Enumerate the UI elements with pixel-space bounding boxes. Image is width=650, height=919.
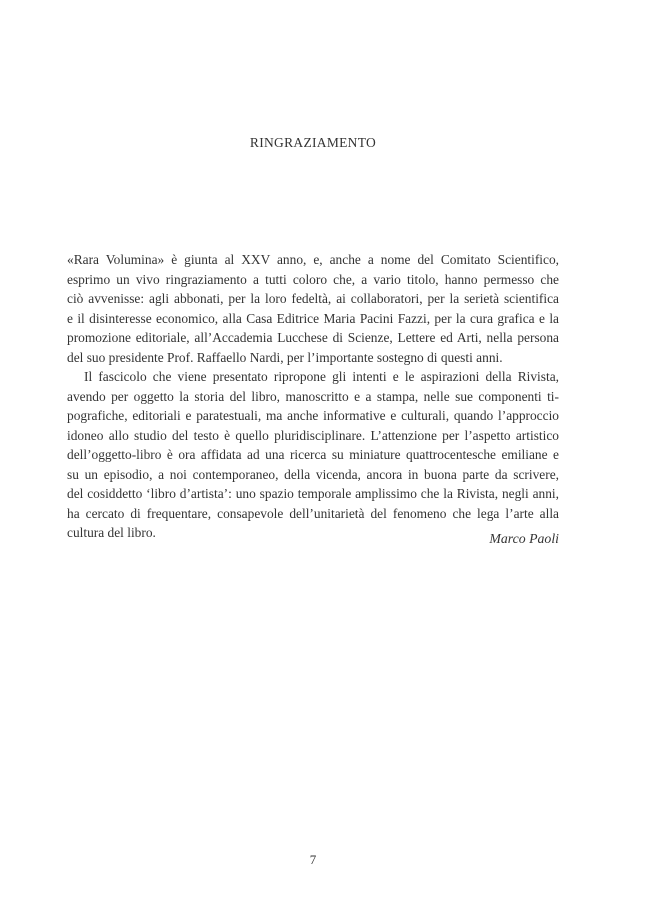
page-title: RINGRAZIAMENTO — [249, 135, 377, 150]
text-line: «Rara Volumina» è giunta al XXV anno, e, anche a nome del Comitato Scientifico, — [67, 252, 559, 267]
text-line: del cosiddetto ‘libro d’artista’: uno spazio temporale amplissimo che la Rivista, negli anni, — [67, 486, 559, 501]
text-line: ciò avvenisse: agli abbonati, per la loro fedeltà, ai collaboratori, per la serietà scientifica — [67, 291, 559, 306]
paragraph-acknowledgement — [67, 250, 559, 367]
text-line: su un episodio, a noi contemporaneo, della vicenda, ancora in buona parte da scrivere, — [67, 466, 559, 482]
text-line: promozione editoriale, all’Accademia Lucchese di Scienze, Lettere ed Arti, nella persona — [67, 330, 559, 345]
text-line: del suo presidente Prof. Raffaello Nardi, per l’importante sostegno di questi anni. — [67, 349, 503, 365]
paragraph-issue-description — [67, 367, 559, 543]
text-line: ha cercato di frequentare, consapevole dell’unitarietà del fenomeno che lega l’arte alla — [67, 505, 559, 521]
text-line: dell’oggetto-libro è ora affidata ad una ricerca su miniature quattrocentesche emiliane e — [67, 447, 559, 462]
text-line: e il disinteresse economico, alla Casa Editrice Maria Pacini Fazzi, per la cura grafica e la — [67, 310, 559, 326]
text-line: Il fascicolo che viene presentato ripropone gli intenti e le aspirazioni della Rivista, — [84, 369, 559, 384]
text-line: cultura del libro. — [67, 525, 156, 540]
text-line: esprimo un vivo ringraziamento a tutti coloro che, a vario titolo, hanno permesso che — [67, 271, 559, 287]
page-number: 7 — [309, 852, 317, 867]
author-signature: Marco Paoli — [489, 531, 559, 546]
text-line: avendo per oggetto la storia del libro, manoscritto e a stampa, nelle sue componenti ti- — [67, 388, 559, 404]
text-line: pografiche, editoriali e paratestuali, ma anche informative e culturali, quando l’approccio — [67, 408, 559, 423]
text-line: idoneo allo studio del testo è quello pluridisciplinare. L’attenzione per l’aspetto artistico — [67, 427, 559, 443]
